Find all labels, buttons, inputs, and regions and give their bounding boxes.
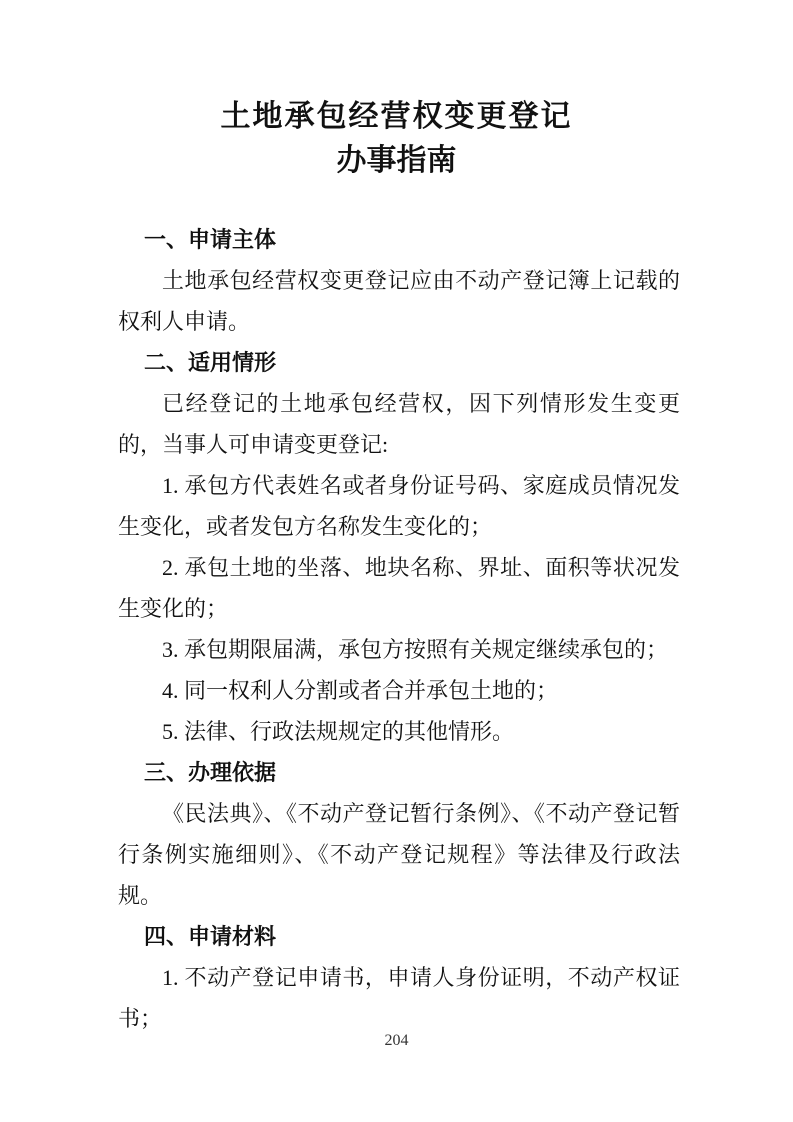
- paragraph-applicable-situations-intro: 已经登记的土地承包经营权，因下列情形发生变更的，当事人可申请变更登记:: [118, 391, 680, 457]
- section-heading-applicable-situations: 二、适用情形: [144, 350, 277, 375]
- document-title-line-2: 办事指南: [336, 144, 457, 177]
- list-item-material-1: 1. 不动产登记申请书，申请人身份证明，不动产权证书；: [118, 965, 680, 1031]
- section-applicable-situations: [118, 342, 680, 752]
- list-item-situation-3: 3. 承包期限届满，承包方按照有关规定继续承包的；: [162, 637, 669, 662]
- paragraph-application-subject: 土地承包经营权变更登记应由不动产登记簿上记载的权利人申请。: [118, 268, 680, 334]
- section-heading-legal-basis: 三、办理依据: [144, 760, 277, 785]
- list-item-situation-2: 2. 承包土地的坐落、地块名称、界址、面积等状况发生变化的；: [118, 555, 680, 621]
- section-application-materials: [118, 916, 680, 1039]
- document-body: [118, 219, 680, 1039]
- page-number: 204: [384, 1032, 409, 1049]
- paragraph-legal-basis: 《民法典》、《不动产登记暂行条例》、《不动产登记暂行条例实施细则》、《不动产登记规程》等法律及行政法规。: [118, 801, 680, 908]
- list-item-situation-1: 1. 承包方代表姓名或者身份证号码、家庭成员情况发生变化，或者发包方名称发生变化的；: [118, 473, 680, 539]
- section-heading-application-materials: 四、申请材料: [144, 924, 277, 949]
- document-title-line-1: 土地承包经营权变更登记: [220, 100, 573, 133]
- section-application-subject: [118, 219, 680, 342]
- list-item-situation-5: 5. 法律、行政法规规定的其他情形。: [162, 719, 515, 744]
- list-item-situation-4: 4. 同一权利人分割或者合并承包土地的；: [162, 678, 559, 703]
- document-title: [0, 0, 793, 183]
- section-legal-basis: [118, 752, 680, 916]
- section-heading-application-subject: 一、申请主体: [144, 227, 277, 252]
